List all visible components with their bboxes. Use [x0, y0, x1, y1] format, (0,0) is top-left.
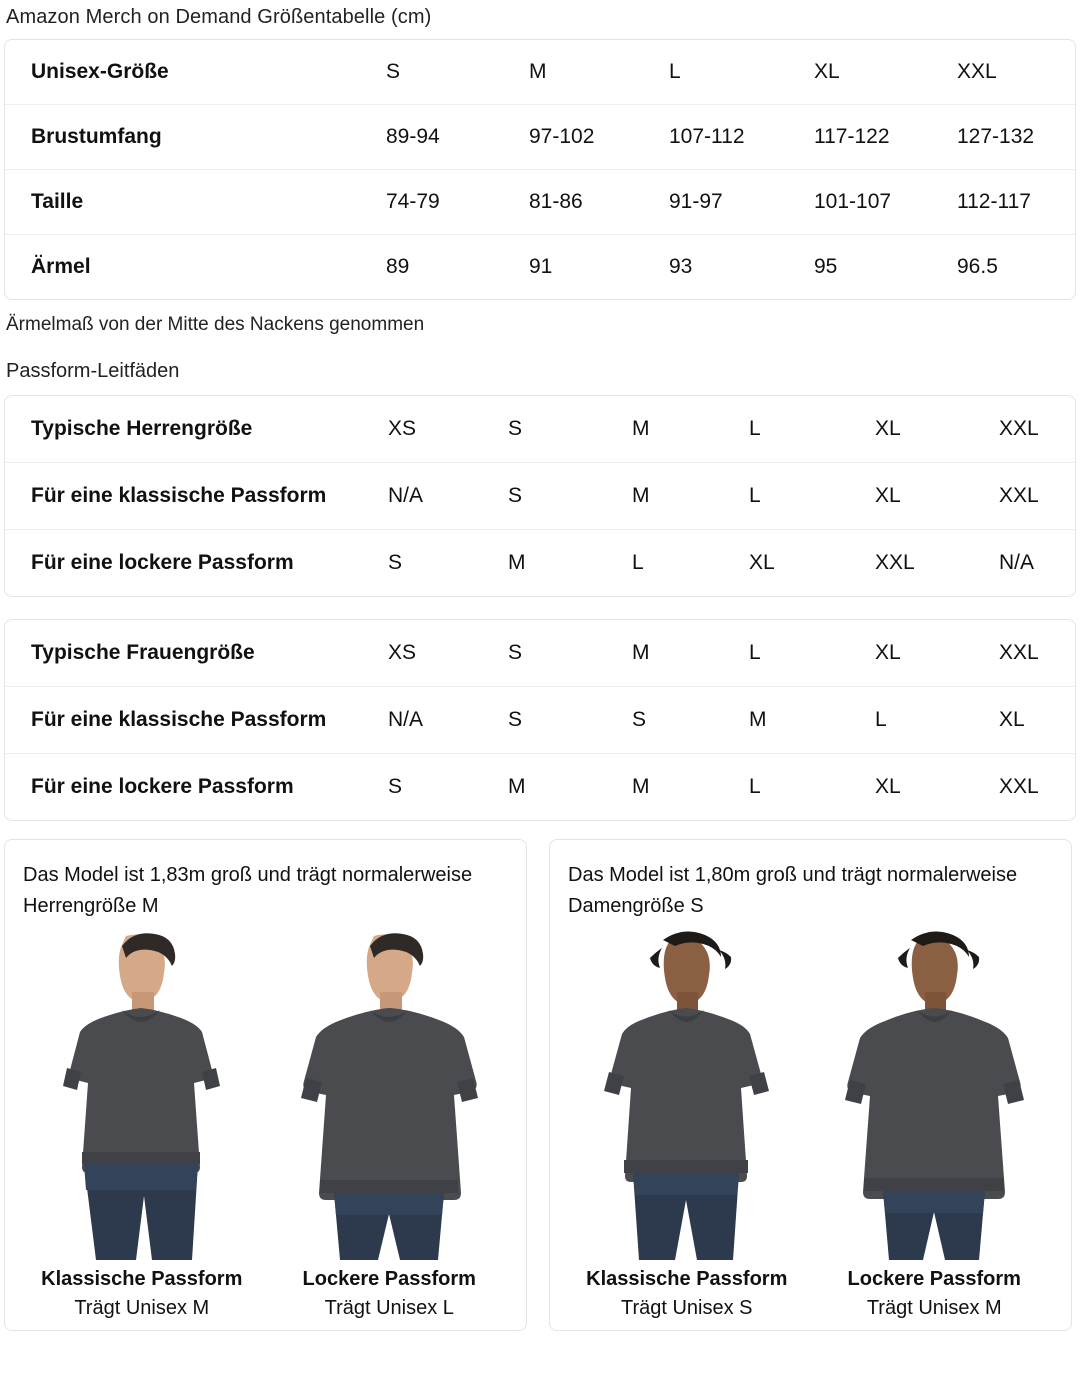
cell: M: [631, 396, 748, 463]
row-label: Für eine klassische Passform: [5, 687, 387, 754]
cell: 74-79: [386, 170, 529, 235]
cell: 112-117: [957, 170, 1075, 235]
cell: M: [508, 551, 526, 574]
table-row: [5, 687, 1075, 754]
women-fit-table: [5, 620, 1075, 820]
cell: XXL: [999, 775, 1039, 798]
cell: XL: [874, 463, 998, 530]
cell: L: [749, 775, 761, 798]
cell: M: [631, 463, 748, 530]
cell: XL: [814, 40, 957, 105]
cell: 96.5: [957, 255, 998, 278]
row-label: Unisex-Größe: [5, 40, 386, 105]
row-label: Für eine klassische Passform: [5, 463, 387, 530]
row-label: Für eine lockere Passform: [31, 775, 294, 798]
women-fit-table-container: [4, 619, 1076, 821]
sleeve-measurement-note: Ärmelmaß von der Mitte des Nackens genommen: [6, 314, 425, 335]
men-fit-table-container: [4, 395, 1076, 597]
table-row: [5, 463, 1075, 530]
cell: 91: [529, 255, 553, 278]
model-card-men: [4, 839, 527, 1331]
male-model-relaxed-fit-illustration: [282, 930, 497, 1260]
row-label: Für eine lockere Passform: [31, 551, 294, 574]
cell: XL: [875, 775, 901, 798]
cell: 107-112: [669, 105, 814, 170]
cell: 91-97: [669, 170, 814, 235]
model-caption: Das Model ist 1,83m groß und trägt normalerweise Herrengröße M: [23, 864, 473, 917]
cell: 89-94: [386, 105, 529, 170]
cell: 95: [814, 255, 838, 278]
table-row: [5, 40, 1075, 105]
cell: N/A: [387, 463, 507, 530]
fit-label: Lockere Passform: [847, 1268, 1021, 1290]
cell: XXL: [998, 620, 1075, 687]
cell: L: [748, 396, 874, 463]
cell: S: [388, 551, 403, 574]
fit-label: Klassische Passform: [586, 1268, 788, 1290]
size-table: [5, 40, 1075, 299]
fit-label: Lockere Passform: [302, 1268, 476, 1290]
figure-women-classic: [569, 930, 804, 1320]
cell: XL: [749, 551, 775, 574]
cell: S: [507, 620, 631, 687]
table-row: [5, 754, 1075, 821]
cell: XS: [387, 396, 507, 463]
cell: L: [669, 40, 814, 105]
cell: L: [874, 687, 998, 754]
cell: S: [507, 463, 631, 530]
cell: 117-122: [814, 105, 957, 170]
fit-size: Trägt Unisex S: [620, 1297, 753, 1319]
size-table-container: [4, 39, 1076, 300]
cell: XXL: [875, 551, 915, 574]
figure-men-relaxed: [272, 930, 507, 1320]
cell: N/A: [387, 687, 507, 754]
table-row: [5, 105, 1075, 170]
female-model-classic-fit-illustration: [579, 930, 794, 1260]
cell: 97-102: [529, 105, 669, 170]
cell: M: [631, 620, 748, 687]
male-model-classic-fit-illustration: [34, 930, 249, 1260]
figure-row: [23, 930, 508, 1320]
men-fit-table: [5, 396, 1075, 596]
model-cards: [4, 839, 1076, 1331]
cell: L: [748, 463, 874, 530]
figure-women-relaxed: [817, 930, 1052, 1320]
cell: XL: [874, 620, 998, 687]
row-label: Typische Frauengröße: [5, 620, 387, 687]
cell: S: [631, 687, 748, 754]
cell: 127-132: [957, 105, 1075, 170]
table-row: [5, 530, 1075, 597]
cell: XXL: [998, 463, 1075, 530]
table-row: [5, 396, 1075, 463]
row-label: Typische Herrengröße: [5, 396, 387, 463]
cell: S: [507, 687, 631, 754]
cell: M: [508, 775, 526, 798]
page-title: Amazon Merch on Demand Größentabelle (cm): [6, 6, 432, 28]
model-caption: Das Model ist 1,80m groß und trägt normalerweise Damengröße S: [568, 864, 1018, 917]
fit-size: Trägt Unisex L: [324, 1297, 454, 1319]
cell: M: [529, 40, 669, 105]
cell: N/A: [999, 551, 1035, 574]
cell: L: [632, 551, 644, 574]
cell: L: [748, 620, 874, 687]
figure-men-classic: [24, 930, 259, 1320]
cell: 93: [669, 255, 693, 278]
fit-size: Trägt Unisex M: [866, 1297, 1002, 1319]
cell: M: [748, 687, 874, 754]
cell: S: [507, 396, 631, 463]
table-row: [5, 170, 1075, 235]
cell: XL: [998, 687, 1075, 754]
figure-row: [568, 930, 1053, 1320]
row-label: Brustumfang: [5, 105, 386, 170]
cell: XL: [874, 396, 998, 463]
cell: S: [386, 40, 529, 105]
cell: 101-107: [814, 170, 957, 235]
model-card-women: [549, 839, 1072, 1331]
female-model-relaxed-fit-illustration: [827, 930, 1042, 1260]
row-label: Taille: [5, 170, 386, 235]
cell: XXL: [998, 396, 1075, 463]
cell: M: [632, 775, 650, 798]
fit-size: Trägt Unisex M: [74, 1297, 210, 1319]
cell: S: [388, 775, 403, 798]
row-label: Ärmel: [31, 255, 91, 278]
cell: XXL: [957, 40, 1075, 105]
cell: 89: [386, 255, 410, 278]
cell: 81-86: [529, 170, 669, 235]
fit-guides-label: Passform-Leitfäden: [6, 360, 180, 382]
cell: XS: [387, 620, 507, 687]
fit-label: Klassische Passform: [41, 1268, 243, 1290]
table-row: [5, 620, 1075, 687]
table-row: [5, 235, 1075, 300]
